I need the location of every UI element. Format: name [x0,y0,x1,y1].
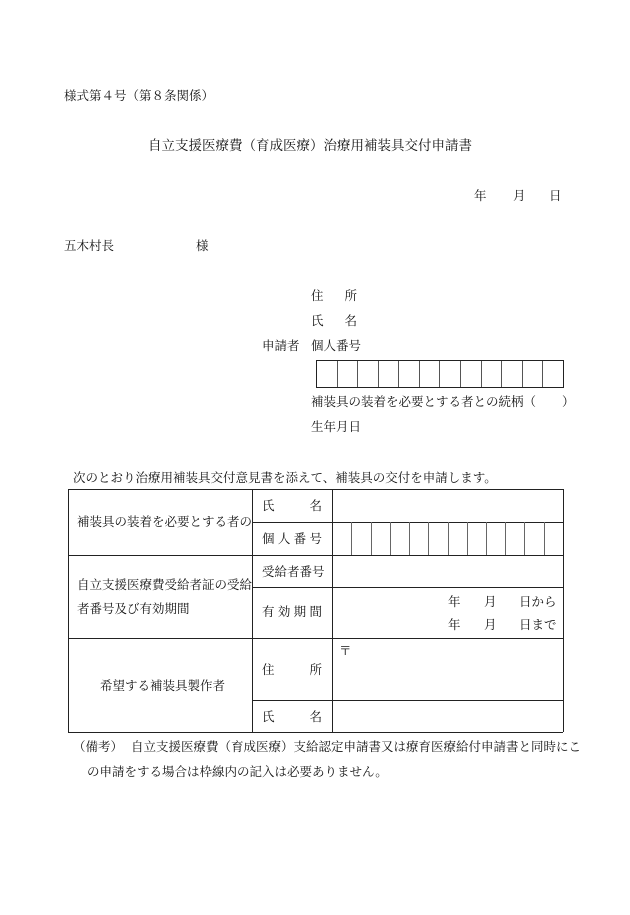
number-cell[interactable] [543,361,563,387]
maker-name-field[interactable] [333,701,562,731]
recipient-number-label: 受給者番号 [262,564,325,579]
applicant-individual-number-label: 個人番号 [311,338,362,353]
applicant-birthdate-label: 生年月日 [311,419,362,434]
number-cell[interactable] [317,361,338,387]
date-year-label: 年 [474,188,487,203]
notes-line2: の申請をする場合は枠線内の記入は必要ありません。 [87,764,388,779]
patient-individual-number-field[interactable] [333,523,562,554]
validity-from-suffix: 日から [519,594,557,609]
validity-from-year: 年 [448,594,461,609]
number-cell[interactable] [420,361,441,387]
intro-text: 次のとおり治療用補装具交付意見書を添えて、補装具の交付を申請します。 [73,470,497,485]
applicant-relationship-close: ） [562,394,575,409]
row3-header: 希望する補装具製作者 [100,678,226,693]
maker-name-label: 氏 名 [262,709,322,724]
maker-address-field[interactable] [333,639,562,699]
number-cell[interactable] [358,361,379,387]
postal-mark: 〒 [339,643,352,658]
notes-label: （備考） [73,739,124,754]
validity-label: 有 効 期 間 [262,604,322,619]
applicant-name-label: 氏 名 [311,313,357,328]
addressee-village: 五木村長 [64,238,115,253]
validity-to-year: 年 [448,617,461,632]
validity-to-month: 月 [484,617,497,632]
row2-header-line1: 自立支援医療費受給者証の受給 [77,577,253,592]
validity-to-suffix: 日まで [519,617,557,632]
patient-individual-number-label: 個 人 番 号 [262,531,322,546]
form-number: 様式第４号（第８条関係） [64,88,215,103]
row1-header: 補装具の装着を必要とする者の [77,514,253,529]
row2-header-line2: 者番号及び有効期間 [77,601,190,616]
number-cell[interactable] [338,361,359,387]
maker-address-label: 住 所 [262,662,322,677]
form-title: 自立支援医療費（育成医療）治療用補装具交付申請書 [148,138,472,154]
patient-name-label: 氏 名 [262,498,322,513]
number-cell[interactable] [502,361,523,387]
patient-name-field[interactable] [333,490,562,521]
number-cell[interactable] [399,361,420,387]
applicant-role-label: 申請者 [262,338,300,353]
date-month-label: 月 [513,188,526,203]
addressee-honorific: 様 [196,238,209,253]
applicant-relationship-label: 補装具の装着を必要とする者との続柄（ [311,394,537,409]
number-cell[interactable] [461,361,482,387]
number-cell[interactable] [523,361,544,387]
number-cell[interactable] [379,361,400,387]
recipient-number-field[interactable] [333,556,562,586]
number-cell[interactable] [440,361,461,387]
notes-line1: 自立支援医療費（育成医療）支給認定申請書又は療育医療給付申請書と同時にこ [131,739,582,754]
number-cell[interactable] [482,361,503,387]
date-day-label: 日 [549,188,562,203]
applicant-individual-number-grid[interactable] [316,360,564,388]
applicant-address-label: 住 所 [311,288,357,303]
validity-from-month: 月 [484,594,497,609]
